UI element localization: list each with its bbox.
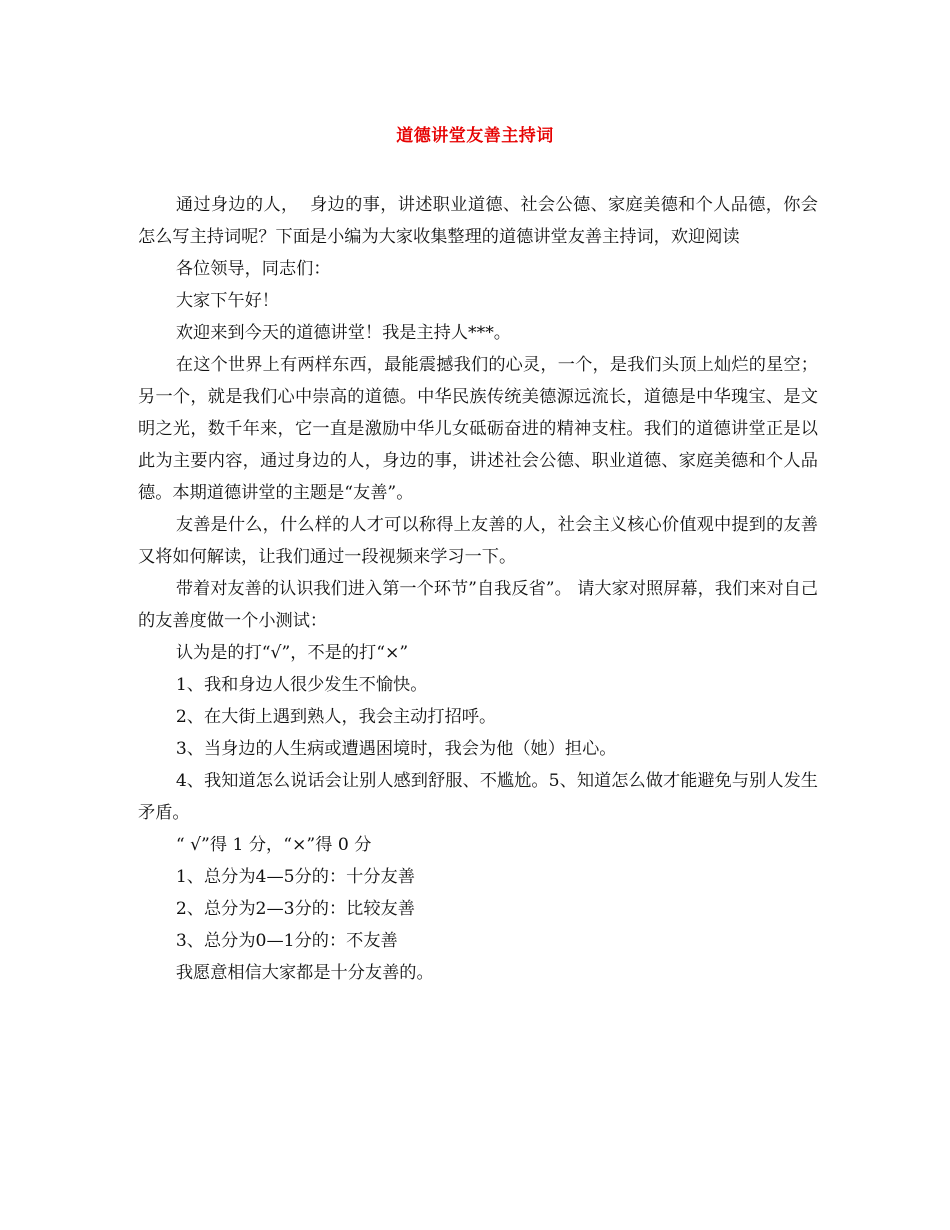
- paragraph: “ √”得 1 分，“×”得 0 分: [175, 835, 372, 855]
- paragraph: 3、总分为0—1分的：不友善: [175, 931, 398, 951]
- paragraph: 2、在大街上遇到熟人，我会主动打招呼。: [175, 707, 497, 727]
- paragraph: 我愿意相信大家都是十分友善的。: [175, 963, 434, 983]
- document-title: 道德讲堂友善主持词: [396, 126, 554, 146]
- paragraph: 通过身边的人， 身边的事，讲述职业道德、社会公德、家庭美德和个人品德，你会怎么写主持词呢？下面是小编为大家收集整理的道德讲堂友善主持词，欢迎阅读: [138, 195, 818, 247]
- document-body: [138, 189, 818, 989]
- paragraph: 1、总分为4—5分的：十分友善: [175, 867, 415, 887]
- paragraph: 1、我和身边人很少发生不愉快。: [175, 675, 428, 695]
- paragraph: 友善是什么，什么样的人才可以称得上友善的人，社会主义核心价值观中提到的友善又将如何解读，让我们通过一段视频来学习一下。: [138, 515, 818, 567]
- paragraph: 大家下午好！: [175, 291, 279, 311]
- paragraph: 4、我知道怎么说话会让别人感到舒服、不尴尬。5、知道怎么做才能避免与别人发生矛盾。: [138, 771, 818, 823]
- paragraph: 3、当身边的人生病或遭遇困境时，我会为他（她）担心。: [175, 739, 617, 759]
- paragraph: 各位领导，同志们：: [175, 259, 331, 279]
- paragraph: 带着对友善的认识我们进入第一个环节”自我反省”。 请大家对照屏幕，我们来对自己的友善度做一个小测试：: [138, 579, 818, 631]
- paragraph: 欢迎来到今天的道德讲堂！我是主持人***。: [175, 323, 511, 343]
- paragraph: 2、总分为2—3分的：比较友善: [175, 899, 415, 919]
- paragraph: 在这个世界上有两样东西，最能震撼我们的心灵，一个，是我们头顶上灿烂的星空；另一个，就是我们心中崇高的道德。中华民族传统美德源远流长，道德是中华瑰宝、是文明之光，数千年来，它一直是激励中华儿女砥砺奋进的精神支柱。我们的道德讲堂正是以此为主要内容，通过身边的人，身边的事，讲述社会公德、职业道德、家庭美德和个人品德。本期道德讲堂的主题是“友善”。: [138, 355, 818, 503]
- paragraph: 认为是的打“√”，不是的打“×”: [175, 643, 409, 663]
